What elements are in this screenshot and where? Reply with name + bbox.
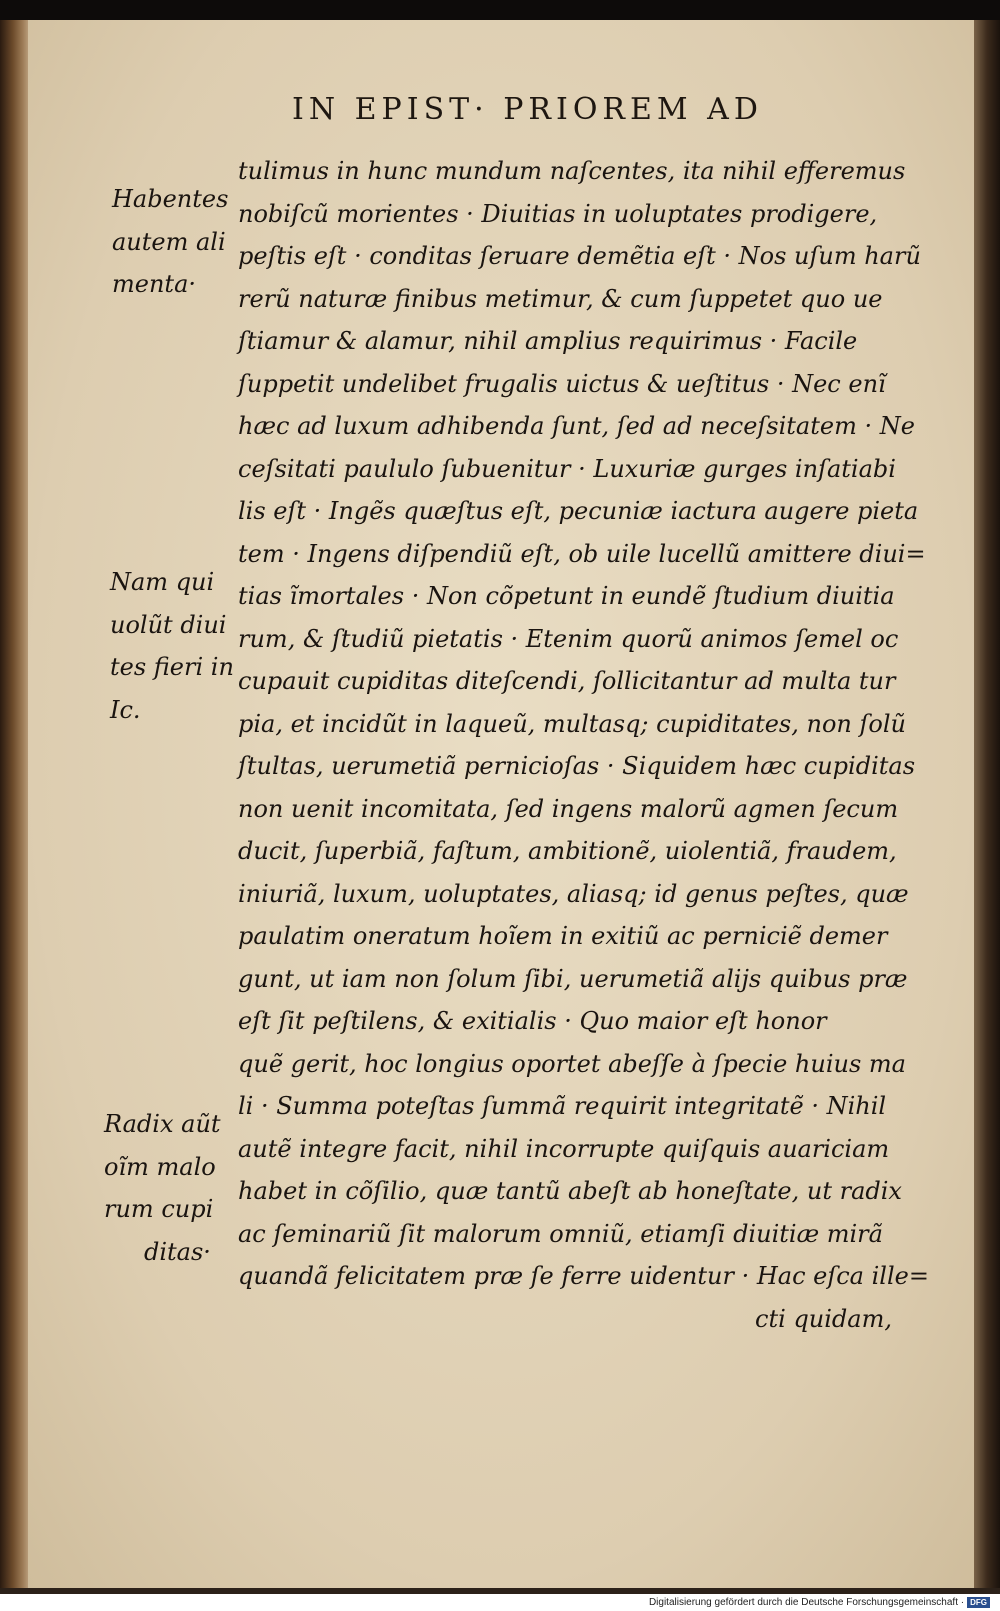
text-line: ac ſeminariũ ſit malorum omniũ, etiamſi diuitiæ mirã	[238, 1219, 883, 1248]
scan-top-edge	[0, 0, 1000, 20]
text-line: iniuriã, luxum, uoluptates, aliasq; id genus peſtes, quæ	[238, 879, 909, 908]
running-head: IN EPIST· PRIOREM AD	[292, 92, 763, 127]
margin-note-line: menta·	[112, 270, 196, 298]
text-line: tulimus in hunc mundum naſcentes, ita nihil efferemus	[238, 157, 906, 185]
text-line: hæc ad luxum adhibenda ſunt, ſed ad neceſsitatem · Ne	[238, 412, 915, 440]
digitization-footer	[590, 1594, 990, 1611]
text-line: ducit, ſuperbiã, faſtum, ambitionẽ, uiolentiã, fraudem,	[238, 837, 897, 865]
text-line: ſuppetit undelibet frugalis uictus & ueſtitus · Nec enĩ	[238, 369, 886, 398]
body-text	[238, 150, 929, 1340]
catchword-line: cti quidam,	[755, 1304, 892, 1333]
text-line: autẽ integre facit, nihil incorrupte quiſquis auariciam	[238, 1134, 890, 1163]
text-line: habet in cõſilio, quæ tantũ abeſt ab honeſtate, ut radix	[238, 1177, 902, 1205]
text-line: ſtiamur & alamur, nihil amplius requirimus · Facile	[238, 327, 858, 355]
text-line: rum, & ſtudiũ pietatis · Etenim quorũ animos ſemel oc	[238, 624, 899, 653]
margin-note-habentes	[112, 178, 242, 306]
text-line: non uenit incomitata, ſed ingens malorũ agmen ſecum	[238, 794, 899, 823]
text-line: rerũ naturæ finibus metimur, & cum ſuppetet quo ue	[238, 284, 883, 313]
text-line: quandã felicitatem præ ſe ferre uidentur · Hac eſca ille=	[238, 1262, 929, 1290]
text-line: pia, et incidũt in laqueũ, multasq; cupiditates, non ſolũ	[238, 709, 906, 738]
margin-note-line: rum cupi	[104, 1195, 214, 1223]
dfg-logo: DFG	[967, 1597, 990, 1608]
margin-note-radix	[104, 1103, 234, 1273]
text-line: eſt ſit peſtilens, & exitialis · Quo maior eſt honor	[238, 1007, 827, 1035]
margin-note-line: ditas·	[144, 1237, 211, 1266]
text-line: nobiſcũ morientes · Diuitias in uoluptates prodigere,	[238, 199, 878, 228]
footer-text: Digitalisierung gefördert durch die Deutsche Forschungsgemeinschaft ·	[648, 1597, 965, 1608]
text-line: tias ĩmortales · Non cõpetunt in eundẽ ſtudium diuitia	[238, 582, 895, 610]
book-spine-left	[0, 20, 28, 1590]
margin-note-nam-qui	[110, 561, 240, 731]
text-line: gunt, ut iam non ſolum ſibi, uerumetiã alijs quibus præ	[238, 964, 908, 993]
text-line: lis eſt · Ingẽs quæſtus eſt, pecuniæ iactura augere pieta	[238, 497, 919, 525]
margin-note-line: oĩm malo	[104, 1152, 216, 1181]
text-line: quẽ gerit, hoc longius oportet abeſſe à ſpecie huius ma	[238, 1049, 906, 1078]
text-line: tem · Ingens diſpendiũ eſt, ob uile lucellũ amittere diui=	[238, 539, 926, 568]
margin-note-line: Habentes	[112, 185, 229, 213]
margin-note-line: tes fieri in	[110, 653, 234, 681]
text-line: peſtis eſt · conditas ſeruare demẽtia eſt · Nos uſum harũ	[238, 242, 921, 270]
margin-note-line: Nam qui	[110, 568, 215, 596]
text-line: paulatim oneratum hoĩem in exitiũ ac perniciẽ demer	[238, 922, 888, 950]
text-line: cupauit cupiditas diteſcendi, ſollicitantur ad multa tur	[238, 667, 896, 695]
margin-note-line: autem ali	[112, 227, 226, 256]
margin-note-line: Radix aũt	[104, 1110, 221, 1138]
margin-note-line: uolũt diui	[110, 610, 227, 639]
text-line: ſtultas, uerumetiã pernicioſas · Siquidem hæc cupiditas	[238, 752, 916, 780]
book-edge-right	[974, 20, 1000, 1590]
text-line: ceſsitati paululo ſubuenitur · Luxuriæ gurges inſatiabi	[238, 454, 896, 483]
margin-note-line: Ic.	[110, 695, 141, 724]
text-line: li · Summa poteſtas ſummã requirit integritatẽ · Nihil	[238, 1092, 887, 1120]
